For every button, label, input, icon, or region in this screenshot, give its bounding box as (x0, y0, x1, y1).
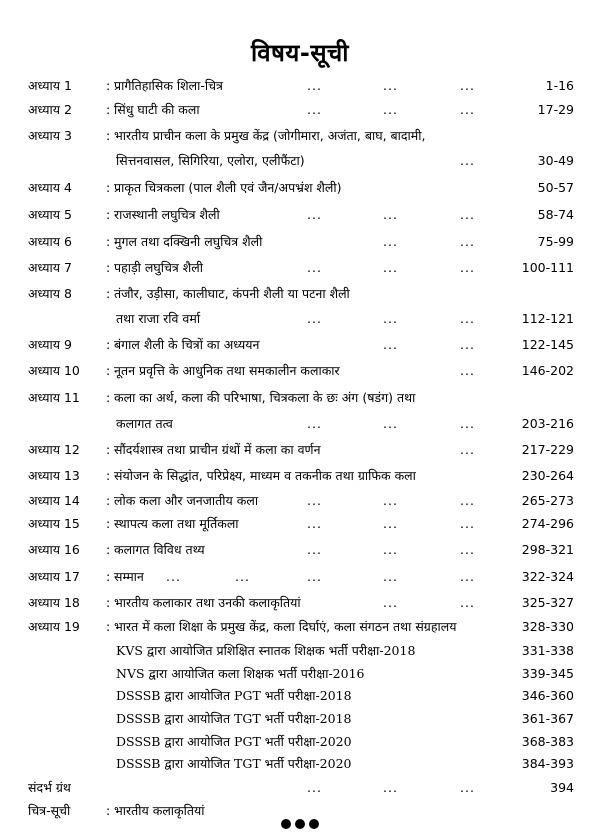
chapter-label: अध्याय 8 (28, 286, 72, 301)
toc-entry-14 (0, 489, 600, 513)
separator: : (106, 286, 111, 301)
separator: : (106, 180, 111, 195)
page-range: 146-202 (521, 363, 574, 378)
toc-entry-3 (0, 124, 600, 148)
exam-title: NVS द्वारा आयोजित कला शिक्षक भर्ती परीक्षा-2016 (116, 666, 365, 681)
toc-exam-entry (0, 752, 600, 776)
separator: : (106, 390, 111, 405)
separator: : (106, 595, 111, 610)
chapter-label: अध्याय 17 (28, 569, 80, 584)
chapter-title: भारतीय प्राचीन कला के प्रमुख केंद्र (जोगीमारा, अजंता, बाघ, बादामी, (114, 128, 426, 143)
leader-dots: ... (383, 780, 398, 795)
page-range: 346-360 (521, 688, 574, 703)
chapter-label: अध्याय 4 (28, 180, 72, 195)
leader-dots: ... (460, 260, 475, 275)
page-range: 325-327 (521, 595, 574, 610)
toc-exam-entry (0, 639, 600, 663)
leader-dots: ... (235, 569, 250, 584)
leader-dots: ... (460, 493, 475, 508)
page-range: 331-338 (521, 643, 574, 658)
page-range: 112-121 (521, 311, 574, 326)
toc-entry-11 (0, 386, 600, 410)
page-range: 1-16 (545, 78, 574, 93)
leader-dots: ... (383, 234, 398, 249)
chapter-title: प्राकृत चित्रकला (पाल शैली एवं जैन/अपभ्रंश शैली) (114, 180, 342, 195)
separator: : (106, 363, 111, 378)
leader-dots: ... (460, 516, 475, 531)
leader-dots: ... (383, 416, 398, 431)
page-range: 265-273 (521, 493, 574, 508)
leader-dots: ... (307, 311, 322, 326)
chapter-label: अध्याय 13 (28, 468, 80, 483)
chapter-label: अध्याय 3 (28, 128, 72, 143)
leader-dots: ... (383, 102, 398, 117)
leader-dots: ... (307, 78, 322, 93)
page-range: 75-99 (537, 234, 574, 249)
leader-dots: ... (460, 337, 475, 352)
page-range: 122-145 (521, 337, 574, 352)
toc-entry-8 (0, 282, 600, 306)
separator: : (106, 516, 111, 531)
leader-dots: ... (460, 442, 475, 457)
leader-dots: ... (307, 102, 322, 117)
chapter-title: भारतीय कलाकार तथा उनकी कलाकृतियां (114, 595, 301, 610)
leader-dots: ... (383, 516, 398, 531)
leader-dots: ... (307, 207, 322, 222)
leader-dots: ... (460, 416, 475, 431)
chapter-title: कला का अर्थ, कला की परिभाषा, चित्रकला के छः अंग (षडंग) तथा (114, 390, 416, 405)
toc-entry-11-cont (0, 412, 600, 436)
page-range: 339-345 (521, 666, 574, 681)
page-range: 217-229 (521, 442, 574, 457)
separator: : (106, 102, 111, 117)
leader-dots: ... (460, 78, 475, 93)
exam-title: DSSSB द्वारा आयोजित PGT भर्ती परीक्षा-2018 (116, 688, 352, 703)
leader-dots: ... (460, 207, 475, 222)
toc-entry-5 (0, 203, 600, 227)
page-range: 368-383 (521, 734, 574, 749)
leader-dots: ... (383, 595, 398, 610)
end-ornament (0, 817, 600, 833)
leader-dots: ... (460, 595, 475, 610)
separator: : (106, 260, 111, 275)
page-range: 361-367 (521, 711, 574, 726)
chapter-title: सिंधु घाटी की कला (114, 102, 200, 117)
leader-dots: ... (307, 260, 322, 275)
separator: : (106, 337, 111, 352)
bullet-icon (281, 819, 291, 829)
chapter-title: स्थापत्य कला तथा मूर्तिकला (114, 516, 239, 531)
leader-dots: ... (460, 153, 475, 168)
picture-list-label: चित्र-सूची (28, 803, 71, 818)
chapter-label: अध्याय 1 (28, 78, 72, 93)
leader-dots: ... (383, 542, 398, 557)
chapter-title-cont: सित्तनवासल, सिगिरिया, एलोरा, एलीफैंटा) (116, 153, 305, 168)
separator: : (106, 468, 111, 483)
page-range: 100-111 (521, 260, 574, 275)
separator: : (106, 619, 111, 634)
page-range: 203-216 (521, 416, 574, 431)
page-range: 50-57 (537, 180, 574, 195)
leader-dots: ... (383, 337, 398, 352)
toc-entry-12 (0, 438, 600, 462)
leader-dots: ... (460, 102, 475, 117)
page-range: 17-29 (537, 102, 574, 117)
page-range: 274-296 (521, 516, 574, 531)
separator: : (106, 207, 111, 222)
separator: : (106, 78, 111, 93)
separator: : (106, 493, 111, 508)
page-range: 394 (550, 780, 574, 795)
leader-dots: ... (383, 78, 398, 93)
chapter-label: अध्याय 2 (28, 102, 72, 117)
chapter-label: अध्याय 5 (28, 207, 72, 222)
chapter-title: प्रागैतिहासिक शिला-चित्र (114, 78, 223, 93)
separator: : (106, 234, 111, 249)
leader-dots: ... (383, 260, 398, 275)
chapter-title: सौंदर्यशास्त्र तथा प्राचीन ग्रंथों में कला का वर्णन (114, 442, 321, 457)
leader-dots: ... (460, 311, 475, 326)
page-range: 322-324 (521, 569, 574, 584)
chapter-title: भारत में कला शिक्षा के प्रमुख केंद्र, कला दिर्घाएं, कला संगठन तथा संग्रहालय (114, 619, 457, 634)
toc-entry-2 (0, 98, 600, 122)
toc-entry-16 (0, 538, 600, 562)
chapter-title-cont: तथा राजा रवि वर्मा (116, 311, 201, 326)
chapter-label: अध्याय 9 (28, 337, 72, 352)
toc-entry-15 (0, 512, 600, 536)
chapter-label: अध्याय 16 (28, 542, 80, 557)
chapter-label: अध्याय 6 (28, 234, 72, 249)
leader-dots: ... (307, 542, 322, 557)
bullet-icon (295, 819, 305, 829)
chapter-title: मुगल तथा दक्खिनी लघुचित्र शैली (114, 234, 263, 249)
exam-title: KVS द्वारा आयोजित प्रशिक्षित स्नातक शिक्षक भर्ती परीक्षा-2018 (116, 643, 416, 658)
exam-title: DSSSB द्वारा आयोजित TGT भर्ती परीक्षा-2018 (116, 711, 352, 726)
chapter-label: अध्याय 19 (28, 619, 80, 634)
exam-title: DSSSB द्वारा आयोजित TGT भर्ती परीक्षा-2020 (116, 756, 352, 771)
leader-dots: ... (460, 542, 475, 557)
toc-entry-6 (0, 230, 600, 254)
toc-entry-19 (0, 615, 600, 639)
toc-entry-9 (0, 333, 600, 357)
toc-entry-18 (0, 591, 600, 615)
leader-dots: ... (307, 516, 322, 531)
chapter-title: कलागत विविध तथ्य (114, 542, 205, 557)
toc-entry-7 (0, 256, 600, 280)
separator: : (106, 569, 111, 584)
chapter-label: अध्याय 14 (28, 493, 80, 508)
toc-entry-10 (0, 359, 600, 383)
leader-dots: ... (307, 569, 322, 584)
leader-dots: ... (383, 493, 398, 508)
chapter-title: तंजौर, उड़ीसा, कालीघाट, कंपनी शैली या पटना शैली (114, 286, 350, 301)
separator: : (106, 442, 111, 457)
chapter-title: नूतन प्रवृत्ति के आधुनिक तथा समकालीन कलाकार (114, 363, 340, 378)
picture-list-title: भारतीय कलाकृतियां (114, 803, 205, 818)
toc-entry-1 (0, 74, 600, 98)
toc-entry-13 (0, 464, 600, 488)
separator: : (106, 542, 111, 557)
chapter-title: बंगाल शैली के चित्रों का अध्ययन (114, 337, 260, 352)
toc-entry-17 (0, 565, 600, 589)
chapter-title: सम्मान (114, 569, 144, 584)
references-label: संदर्भ ग्रंथ (28, 780, 71, 795)
page-range: 230-264 (521, 468, 574, 483)
chapter-label: अध्याय 18 (28, 595, 80, 610)
chapter-title: संयोजन के सिद्धांत, परिप्रेक्ष्य, माध्यम व तकनीक तथा ग्राफिक कला (114, 468, 416, 483)
separator: : (106, 803, 111, 818)
chapter-title-cont: कलागत तत्व (116, 416, 173, 431)
leader-dots: ... (460, 780, 475, 795)
leader-dots: ... (307, 493, 322, 508)
chapter-label: अध्याय 15 (28, 516, 80, 531)
leader-dots: ... (307, 780, 322, 795)
leader-dots: ... (307, 416, 322, 431)
leader-dots: ... (460, 363, 475, 378)
bullet-icon (309, 819, 319, 829)
page-range: 328-330 (521, 619, 574, 634)
toc-entry-4 (0, 176, 600, 200)
toc-exam-entry (0, 684, 600, 708)
toc-entry-8-cont (0, 307, 600, 331)
page-range: 384-393 (521, 756, 574, 771)
chapter-title: पहाड़ी लघुचित्र शैली (114, 260, 203, 275)
leader-dots: ... (383, 569, 398, 584)
toc-entry-3-cont (0, 149, 600, 173)
leader-dots: ... (383, 207, 398, 222)
leader-dots: ... (166, 569, 181, 584)
toc-exam-entry (0, 662, 600, 686)
separator: : (106, 128, 111, 143)
chapter-label: अध्याय 7 (28, 260, 72, 275)
toc-references (0, 776, 600, 800)
toc-exam-entry (0, 707, 600, 731)
page-range: 30-49 (537, 153, 574, 168)
toc-exam-entry (0, 730, 600, 754)
chapter-label: अध्याय 12 (28, 442, 80, 457)
page-range: 298-321 (521, 542, 574, 557)
leader-dots: ... (460, 234, 475, 249)
page-range: 58-74 (537, 207, 574, 222)
chapter-label: अध्याय 11 (28, 390, 80, 405)
chapter-label: अध्याय 10 (28, 363, 80, 378)
page-title: विषय-सूची (251, 39, 349, 67)
leader-dots: ... (383, 311, 398, 326)
exam-title: DSSSB द्वारा आयोजित PGT भर्ती परीक्षा-2020 (116, 734, 352, 749)
leader-dots: ... (460, 569, 475, 584)
chapter-title: राजस्थानी लघुचित्र शैली (114, 207, 220, 222)
chapter-title: लोक कला और जनजातीय कला (114, 493, 259, 508)
